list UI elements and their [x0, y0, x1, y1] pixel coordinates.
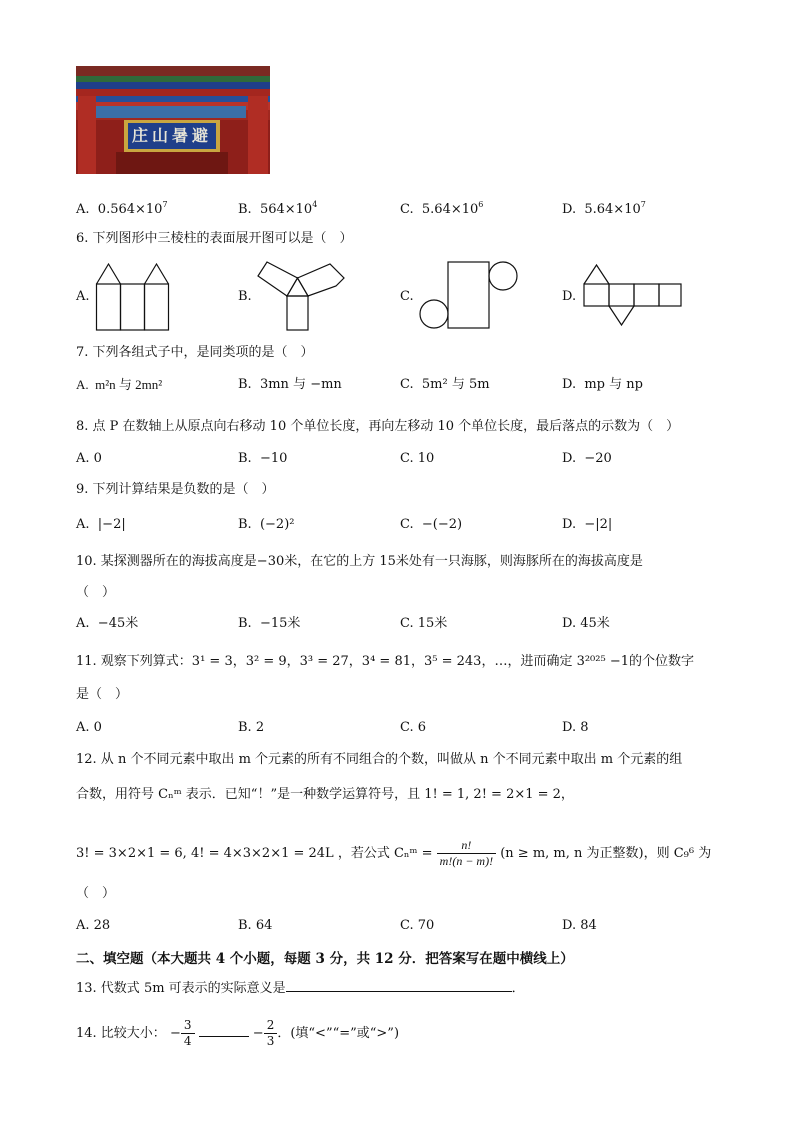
q12-formula-fraction [437, 838, 496, 869]
option-letter: C. [400, 377, 414, 392]
q7-stem: 7. 下列各组式子中，是同类项的是（ ） [76, 345, 314, 360]
q7-option-a[interactable] [76, 376, 162, 394]
q13-answer-blank[interactable] [286, 979, 512, 992]
q12-option-a[interactable]: A. 28 [76, 918, 111, 933]
q11-option-d[interactable]: D. 8 [562, 720, 589, 735]
fraction-denominator: 4 [183, 1034, 192, 1048]
option-letter: D. [562, 377, 577, 392]
plaque-photo [76, 66, 270, 174]
q10-stem: 10. 某探测器所在的海拔高度是−30米，在它的上方 15米处有一只海豚，则海豚所在的海拔高度是 [76, 554, 643, 569]
q8-option-a[interactable]: A. 0 [76, 451, 102, 466]
q10-option-d[interactable]: D. 45米 [562, 616, 610, 631]
q6-option-c-label[interactable]: C. [400, 289, 414, 304]
option-value: |−2| [97, 517, 126, 532]
option-value: −45米 [97, 616, 139, 631]
option-letter: C. [400, 202, 414, 217]
option-letter: B. [238, 377, 252, 392]
option-letter: B. [238, 451, 252, 466]
q9-stem: 9. 下列计算结果是负数的是（ ） [76, 482, 275, 497]
q11-option-b[interactable]: B. 2 [238, 720, 265, 735]
fraction-numerator: n! [437, 838, 496, 854]
option-letter: B. [238, 517, 252, 532]
exponent: 7 [162, 200, 168, 209]
minus-sign: − [252, 1026, 264, 1041]
q7-option-c[interactable] [400, 376, 490, 394]
fraction-numerator: 3 [181, 1018, 195, 1034]
exponent: 6 [478, 200, 484, 209]
exponent: 4 [312, 200, 318, 209]
q10-option-c[interactable]: C. 15米 [400, 616, 448, 631]
q10-option-b[interactable] [238, 615, 300, 633]
q14-end: ．(填“<”“=”或“>”) [277, 1026, 400, 1041]
q5-option-c[interactable] [400, 196, 483, 219]
option-letter: A. [76, 377, 89, 392]
option-letter: D. [562, 517, 577, 532]
q11-stem: 11. 观察下列算式：3¹ = 3，3² = 9，3³ = 27，3⁴ = 81，3⁵ = 243，…，进而确定 3²⁰²⁵ −1的个位数字 [76, 654, 694, 669]
fraction-numerator: 2 [264, 1018, 278, 1034]
q12-option-d[interactable]: D. 84 [562, 918, 597, 933]
q13 [76, 979, 525, 998]
q5-option-b[interactable] [238, 196, 317, 219]
fraction-denominator: m!(n − m)! [439, 854, 494, 868]
q12-option-c[interactable]: C. 70 [400, 918, 435, 933]
q6-stem: 6. 下列图形中三棱柱的表面展开图可以是（ ） [76, 231, 353, 246]
q9-option-a[interactable] [76, 516, 126, 534]
option-letter: A. [76, 517, 90, 532]
q7-option-b[interactable] [238, 376, 342, 394]
q12-line3-left: 3! = 3×2×1 = 6, 4! = 4×3×2×1 = 24L ，若公式 Cₙᵐ = [76, 846, 433, 861]
section-2-heading: 二、填空题（本大题共 4 个小题，每题 3 分，共 12 分．把答案写在题中横线上） [76, 951, 574, 967]
option-value: −15米 [259, 616, 301, 631]
q6-option-a-label[interactable]: A. [76, 289, 90, 304]
plaque-photo-drawing [76, 66, 270, 174]
q10-paren: （ ） [76, 585, 116, 600]
option-value: −10 [259, 451, 288, 466]
q11-option-c[interactable]: C. 6 [400, 720, 427, 735]
option-value: −20 [584, 451, 612, 466]
q6-option-b-label[interactable]: B. [238, 289, 252, 304]
option-value: −(−2) [421, 517, 463, 532]
q8-option-c[interactable]: C. 10 [400, 451, 435, 466]
q9-option-b[interactable] [238, 516, 294, 534]
exponent: 7 [640, 200, 646, 209]
option-value: 5m² 与 5m [421, 377, 490, 392]
q12-line2: 合数，用符号 Cₙᵐ 表示．已知“！”是一种数学运算符号，且 1! = 1, 2! = 2×1 = 2， [76, 787, 574, 802]
option-value: 564×10 [259, 202, 313, 217]
q12-line3 [76, 838, 711, 869]
fraction-denominator: 3 [266, 1034, 275, 1048]
q8-option-b[interactable] [238, 450, 287, 468]
option-value: 0.564×10 [97, 202, 163, 217]
q13-end: ． [511, 981, 525, 996]
option-value: −|2| [584, 517, 613, 532]
q7-option-d[interactable] [562, 376, 643, 394]
q8-stem: 8. 点 P 在数轴上从原点向右移动 10 个单位长度，再向左移动 10 个单位长度，最后落点的示数为（ ） [76, 419, 680, 434]
q9-option-d[interactable] [562, 516, 612, 534]
option-letter: D. [562, 202, 577, 217]
option-value: mp 与 np [584, 377, 643, 392]
option-letter: A. [76, 202, 90, 217]
q11-option-a[interactable]: A. 0 [76, 720, 102, 735]
fraction-three-quarters [181, 1018, 195, 1049]
q12-option-b[interactable]: B. 64 [238, 918, 273, 933]
q6-net-b[interactable] [256, 260, 348, 332]
option-letter: A. [76, 616, 90, 631]
q12-line1: 12. 从 n 个不同元素中取出 m 个元素的所有不同组合的个数，叫做从 n 个不同元素中取出 m 个元素的组 [76, 752, 683, 767]
q6-net-c[interactable] [418, 260, 522, 332]
minus-sign: − [169, 1026, 181, 1041]
option-value: m²n 与 2mn² [95, 377, 163, 392]
q14 [76, 1014, 399, 1054]
option-letter: D. [562, 451, 577, 466]
fraction-two-thirds [264, 1018, 278, 1049]
q6-net-d[interactable] [582, 262, 684, 328]
q12-paren: （ ） [76, 886, 116, 901]
option-value: 3mn 与 −mn [259, 377, 342, 392]
option-letter: C. [400, 517, 414, 532]
q6-option-d-label[interactable]: D. [562, 289, 577, 304]
q8-option-d[interactable] [562, 450, 612, 468]
option-letter: B. [238, 616, 252, 631]
q5-option-d[interactable] [562, 196, 646, 219]
q11-line2: 是（ ） [76, 687, 129, 702]
q5-option-a[interactable] [76, 196, 168, 219]
q14-stem: 14. 比较大小： [76, 1026, 166, 1041]
q13-stem: 13. 代数式 5m 可表示的实际意义是 [76, 981, 286, 996]
option-letter: B. [238, 202, 252, 217]
option-value: 5.64×10 [421, 202, 479, 217]
q6-net-a[interactable] [96, 262, 172, 332]
q12-line3-right: (n ≥ m, m, n 为正整数)，则 C₉⁶ 为 [500, 846, 712, 861]
q10-option-a[interactable] [76, 615, 138, 633]
plaque-text: 避暑山庄 [131, 126, 212, 145]
option-value: (−2)² [259, 517, 295, 532]
q9-option-c[interactable] [400, 516, 462, 534]
q14-answer-blank[interactable] [199, 1024, 249, 1037]
option-value: 5.64×10 [584, 202, 641, 217]
